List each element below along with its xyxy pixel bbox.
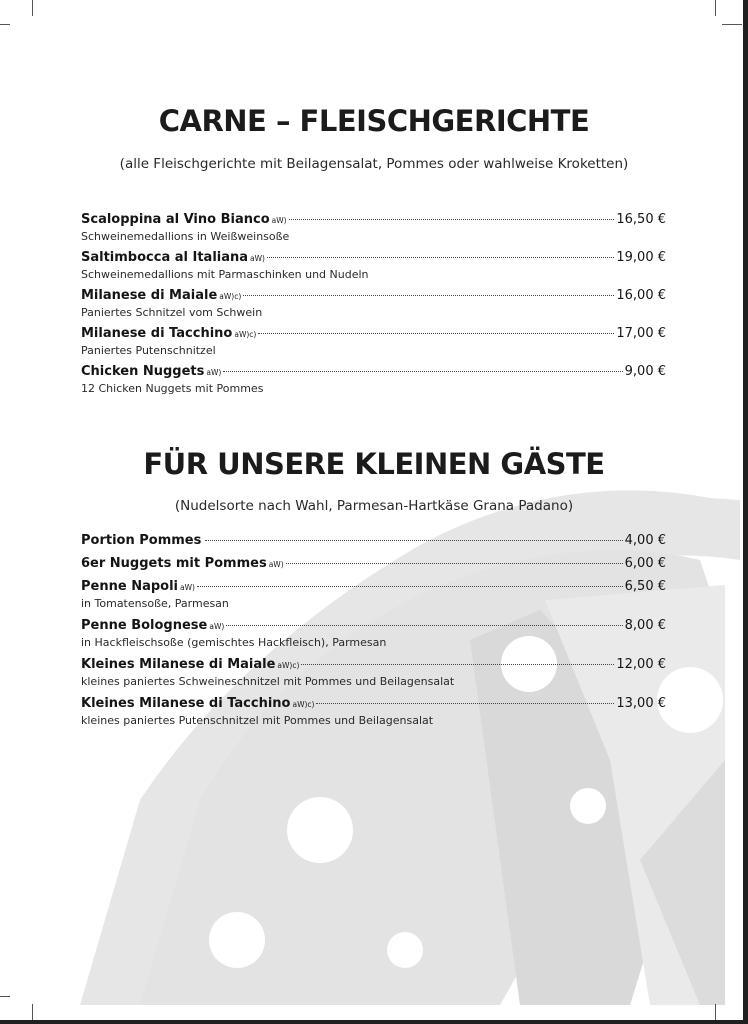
- crop-mark: [0, 24, 10, 25]
- leader-dots: [205, 540, 622, 541]
- item-name: Milanese di Tacchino: [81, 326, 233, 341]
- menu-item: [81, 657, 666, 696]
- leader-dots: [301, 664, 614, 665]
- item-price: 6,00 €: [624, 556, 666, 571]
- item-description: kleines paniertes Putenschnitzel mit Pommes und Beilagensalat: [81, 714, 434, 727]
- item-allergens: aW): [180, 583, 195, 592]
- menu-item: [81, 533, 666, 556]
- item-description: Schweinemedallions mit Parmaschinken und Nudeln: [81, 268, 369, 281]
- item-price: 9,00 €: [624, 364, 666, 379]
- menu-list-carne: [81, 212, 666, 402]
- menu-item: [81, 364, 666, 402]
- menu-item: [81, 250, 666, 288]
- item-price: 17,00 €: [616, 326, 666, 341]
- menu-item: [81, 288, 666, 326]
- item-description: Paniertes Putenschnitzel: [81, 344, 216, 357]
- item-allergens: aW)c): [219, 292, 242, 301]
- leader-dots: [267, 257, 614, 258]
- item-allergens: aW): [206, 368, 222, 377]
- item-name: Penne Bolognese: [81, 618, 208, 633]
- section-title-kids: FÜR UNSERE KLEINEN GÄSTE: [143, 447, 605, 481]
- item-allergens: aW): [271, 216, 287, 225]
- menu-item: [81, 696, 666, 735]
- item-allergens: aW)c): [234, 330, 257, 339]
- leader-dots: [226, 625, 622, 626]
- item-name: Scaloppina al Vino Bianco: [81, 212, 270, 227]
- item-price: 16,00 €: [616, 288, 666, 303]
- item-name: 6er Nuggets mit Pommes: [81, 556, 267, 571]
- item-name: Milanese di Maiale: [81, 288, 218, 303]
- menu-item: [81, 326, 666, 364]
- crop-mark: [0, 996, 10, 997]
- leader-dots: [197, 586, 623, 587]
- section-title-carne: CARNE – FLEISCHGERICHTE: [158, 104, 590, 138]
- item-allergens: aW): [268, 560, 284, 569]
- item-description: in Tomatensoße, Parmesan: [81, 597, 229, 610]
- item-price: 4,00 €: [624, 533, 666, 548]
- menu-item: [81, 579, 666, 618]
- menu-list-kids: [81, 533, 666, 735]
- crop-mark: [715, 0, 716, 16]
- item-allergens: aW)c): [292, 700, 315, 709]
- section-subtitle-kids: (Nudelsorte nach Wahl, Parmesan-Hartkäse Grana Padano): [174, 498, 574, 514]
- item-description: kleines paniertes Schweineschnitzel mit Pommes und Beilagensalat: [81, 675, 455, 688]
- item-description: Paniertes Schnitzel vom Schwein: [81, 306, 263, 319]
- leader-dots: [289, 219, 615, 220]
- item-name: Portion Pommes: [81, 533, 202, 548]
- item-price: 19,00 €: [616, 250, 666, 265]
- item-description: Schweinemedallions in Weißweinsoße: [81, 230, 290, 243]
- item-allergens: aW)c): [277, 661, 300, 670]
- item-name: Penne Napoli: [81, 579, 178, 594]
- item-allergens: aW): [250, 254, 265, 263]
- leader-dots: [243, 295, 614, 296]
- item-name: Kleines Milanese di Maiale: [81, 657, 276, 672]
- item-name: Chicken Nuggets: [81, 364, 205, 379]
- item-allergens: aW): [209, 622, 225, 631]
- item-price: 13,00 €: [616, 696, 666, 711]
- menu-item: [81, 618, 666, 657]
- crop-mark: [32, 0, 33, 16]
- page-border-bottom: [0, 1020, 748, 1024]
- section-subtitle-carne: (alle Fleischgerichte mit Beilagensalat, Pommes oder wahlweise Kroketten): [119, 156, 629, 172]
- item-description: 12 Chicken Nuggets mit Pommes: [81, 382, 264, 395]
- item-price: 6,50 €: [624, 579, 666, 594]
- crop-mark: [722, 24, 742, 25]
- menu-item: [81, 556, 666, 579]
- item-price: 16,50 €: [616, 212, 666, 227]
- item-name: Kleines Milanese di Tacchino: [81, 696, 291, 711]
- leader-dots: [286, 563, 623, 564]
- item-name: Saltimbocca al Italiana: [81, 250, 249, 265]
- leader-dots: [316, 703, 614, 704]
- leader-dots: [223, 371, 622, 372]
- menu-item: [81, 212, 666, 250]
- item-price: 12,00 €: [616, 657, 666, 672]
- item-price: 8,00 €: [624, 618, 666, 633]
- leader-dots: [258, 333, 614, 334]
- item-description: in Hackfleischsoße (gemischtes Hackfleisch), Parmesan: [81, 636, 387, 649]
